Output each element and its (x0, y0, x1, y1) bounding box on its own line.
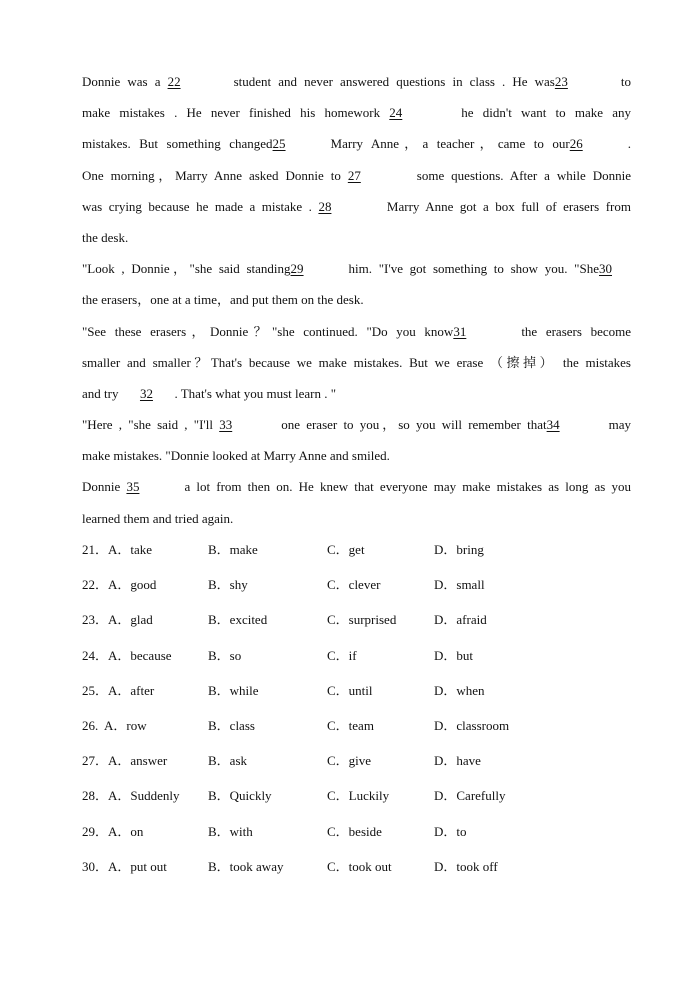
option-c: C．took out (327, 858, 392, 874)
option-c: C．team (327, 717, 374, 733)
question-number: 25． (82, 682, 109, 698)
question-24 (82, 641, 642, 676)
passage-line: One morning，Marry Anne asked Donnie to 27 some questions. After a while Donnie (82, 160, 631, 191)
passage-line: learned them and tried again. (82, 510, 234, 526)
option-b: B．class (208, 717, 255, 733)
blank-22: 22 (167, 74, 181, 89)
option-d: D．to (434, 823, 467, 839)
option-a: A．row (104, 717, 147, 733)
passage-line: make mistakes . He never finished his homework 24 he didn't want to make any (82, 97, 631, 128)
option-d: D．afraid (434, 612, 487, 628)
blank-24: 24 (389, 105, 403, 121)
option-d: D．when (434, 682, 485, 698)
option-a: A．because (108, 647, 172, 663)
question-number: 27． (82, 753, 109, 769)
question-number: 22． (82, 577, 109, 593)
question-27 (82, 746, 642, 781)
option-c: C．until (327, 682, 373, 698)
option-c: C．clever (327, 577, 381, 593)
passage-line: and try 32 . That's what you must learn . " (82, 378, 631, 409)
question-28 (82, 781, 642, 816)
question-number: 21． (82, 542, 109, 557)
option-c: C．if (327, 647, 357, 663)
option-a: A．answer (108, 753, 168, 769)
option-a: A．good (108, 577, 157, 593)
blank-31: 31 (453, 323, 467, 339)
question-30 (82, 852, 642, 887)
blank-27: 27 (347, 167, 361, 183)
option-d: D．Carefully (434, 788, 506, 804)
passage-line: Donnie 35 a lot from then on. He knew that everyone may make mistakes as long as you (82, 471, 631, 502)
option-a: A．put out (108, 858, 167, 874)
option-d: D．have (434, 753, 481, 769)
question-number: 30． (82, 858, 109, 874)
passage-line: smaller and smaller？That's because we make mistakes. But we erase （擦掉） the mistakes (82, 354, 631, 370)
passage-line: mistakes. But something changed25 Marry Anne，a teacher，came to our26 . (82, 128, 631, 159)
blank-30: 30 (599, 261, 612, 277)
question-23 (82, 605, 642, 640)
question-29 (82, 817, 642, 852)
option-d: D．but (434, 647, 474, 663)
option-a: A．after (108, 682, 155, 698)
passage-line: "See these erasers，Donnie？"she continued. "Do you know31 the erasers become (82, 316, 631, 347)
option-d: D．classroom (434, 717, 510, 733)
option-b: B．with (208, 823, 253, 839)
passage-line: "Here , "she said , "I'll 33 one eraser to you，so you will remember that34 may (82, 409, 631, 440)
cloze-passage (82, 66, 631, 534)
option-c: C．give (327, 753, 372, 769)
option-a: A．take (108, 542, 153, 557)
passage-line: "Look , Donnie，"she said standing29 him. "I've got something to show you. "She30 (82, 253, 631, 284)
blank-28: 28 (318, 198, 332, 214)
question-number: 24． (82, 647, 109, 663)
option-b: B．Quickly (208, 788, 272, 804)
option-c: C．Luckily (327, 788, 390, 804)
passage-line: was crying because he made a mistake . 28 Marry Anne got a box full of erasers from (82, 191, 631, 222)
option-b: B．excited (208, 612, 268, 628)
question-number: 23． (82, 612, 109, 628)
blank-23: 23 (554, 74, 568, 89)
option-b: B．shy (208, 577, 248, 593)
blank-29: 29 (290, 261, 304, 277)
passage-line: the erasers，one at a time，and put them on the desk. (82, 292, 364, 308)
question-25 (82, 676, 642, 711)
option-c: C．beside (327, 823, 382, 839)
option-c: C．get (327, 542, 365, 557)
option-d: D．bring (434, 542, 484, 557)
blank-33: 33 (219, 417, 233, 433)
question-22 (82, 570, 642, 605)
blank-25: 25 (272, 136, 286, 152)
question-26 (82, 711, 642, 746)
option-b: B．make (208, 542, 258, 557)
option-b: B．ask (208, 753, 248, 769)
answer-options (82, 535, 642, 887)
option-a: A．glad (108, 612, 153, 628)
passage-line: make mistakes. "Donnie looked at Marry Anne and smiled. (82, 448, 390, 464)
option-c: C．surprised (327, 612, 397, 628)
blank-34: 34 (546, 417, 560, 433)
question-number: 26. (82, 717, 99, 733)
passage-line: Donnie was a 22 student and never answered questions in class . He was23 to (82, 66, 631, 97)
question-number: 28． (82, 788, 109, 804)
blank-35: 35 (126, 479, 140, 495)
option-b: B．took away (208, 858, 284, 874)
option-b: B．so (208, 647, 242, 663)
question-21 (82, 535, 642, 570)
option-d: D．took off (434, 858, 498, 874)
option-a: A．on (108, 823, 144, 839)
blank-32: 32 (139, 385, 153, 401)
question-number: 29． (82, 823, 109, 839)
option-b: B．while (208, 682, 259, 698)
blank-26: 26 (569, 136, 583, 152)
option-d: D．small (434, 577, 485, 593)
passage-line: the desk. (82, 229, 129, 245)
option-a: A．Suddenly (108, 788, 180, 804)
